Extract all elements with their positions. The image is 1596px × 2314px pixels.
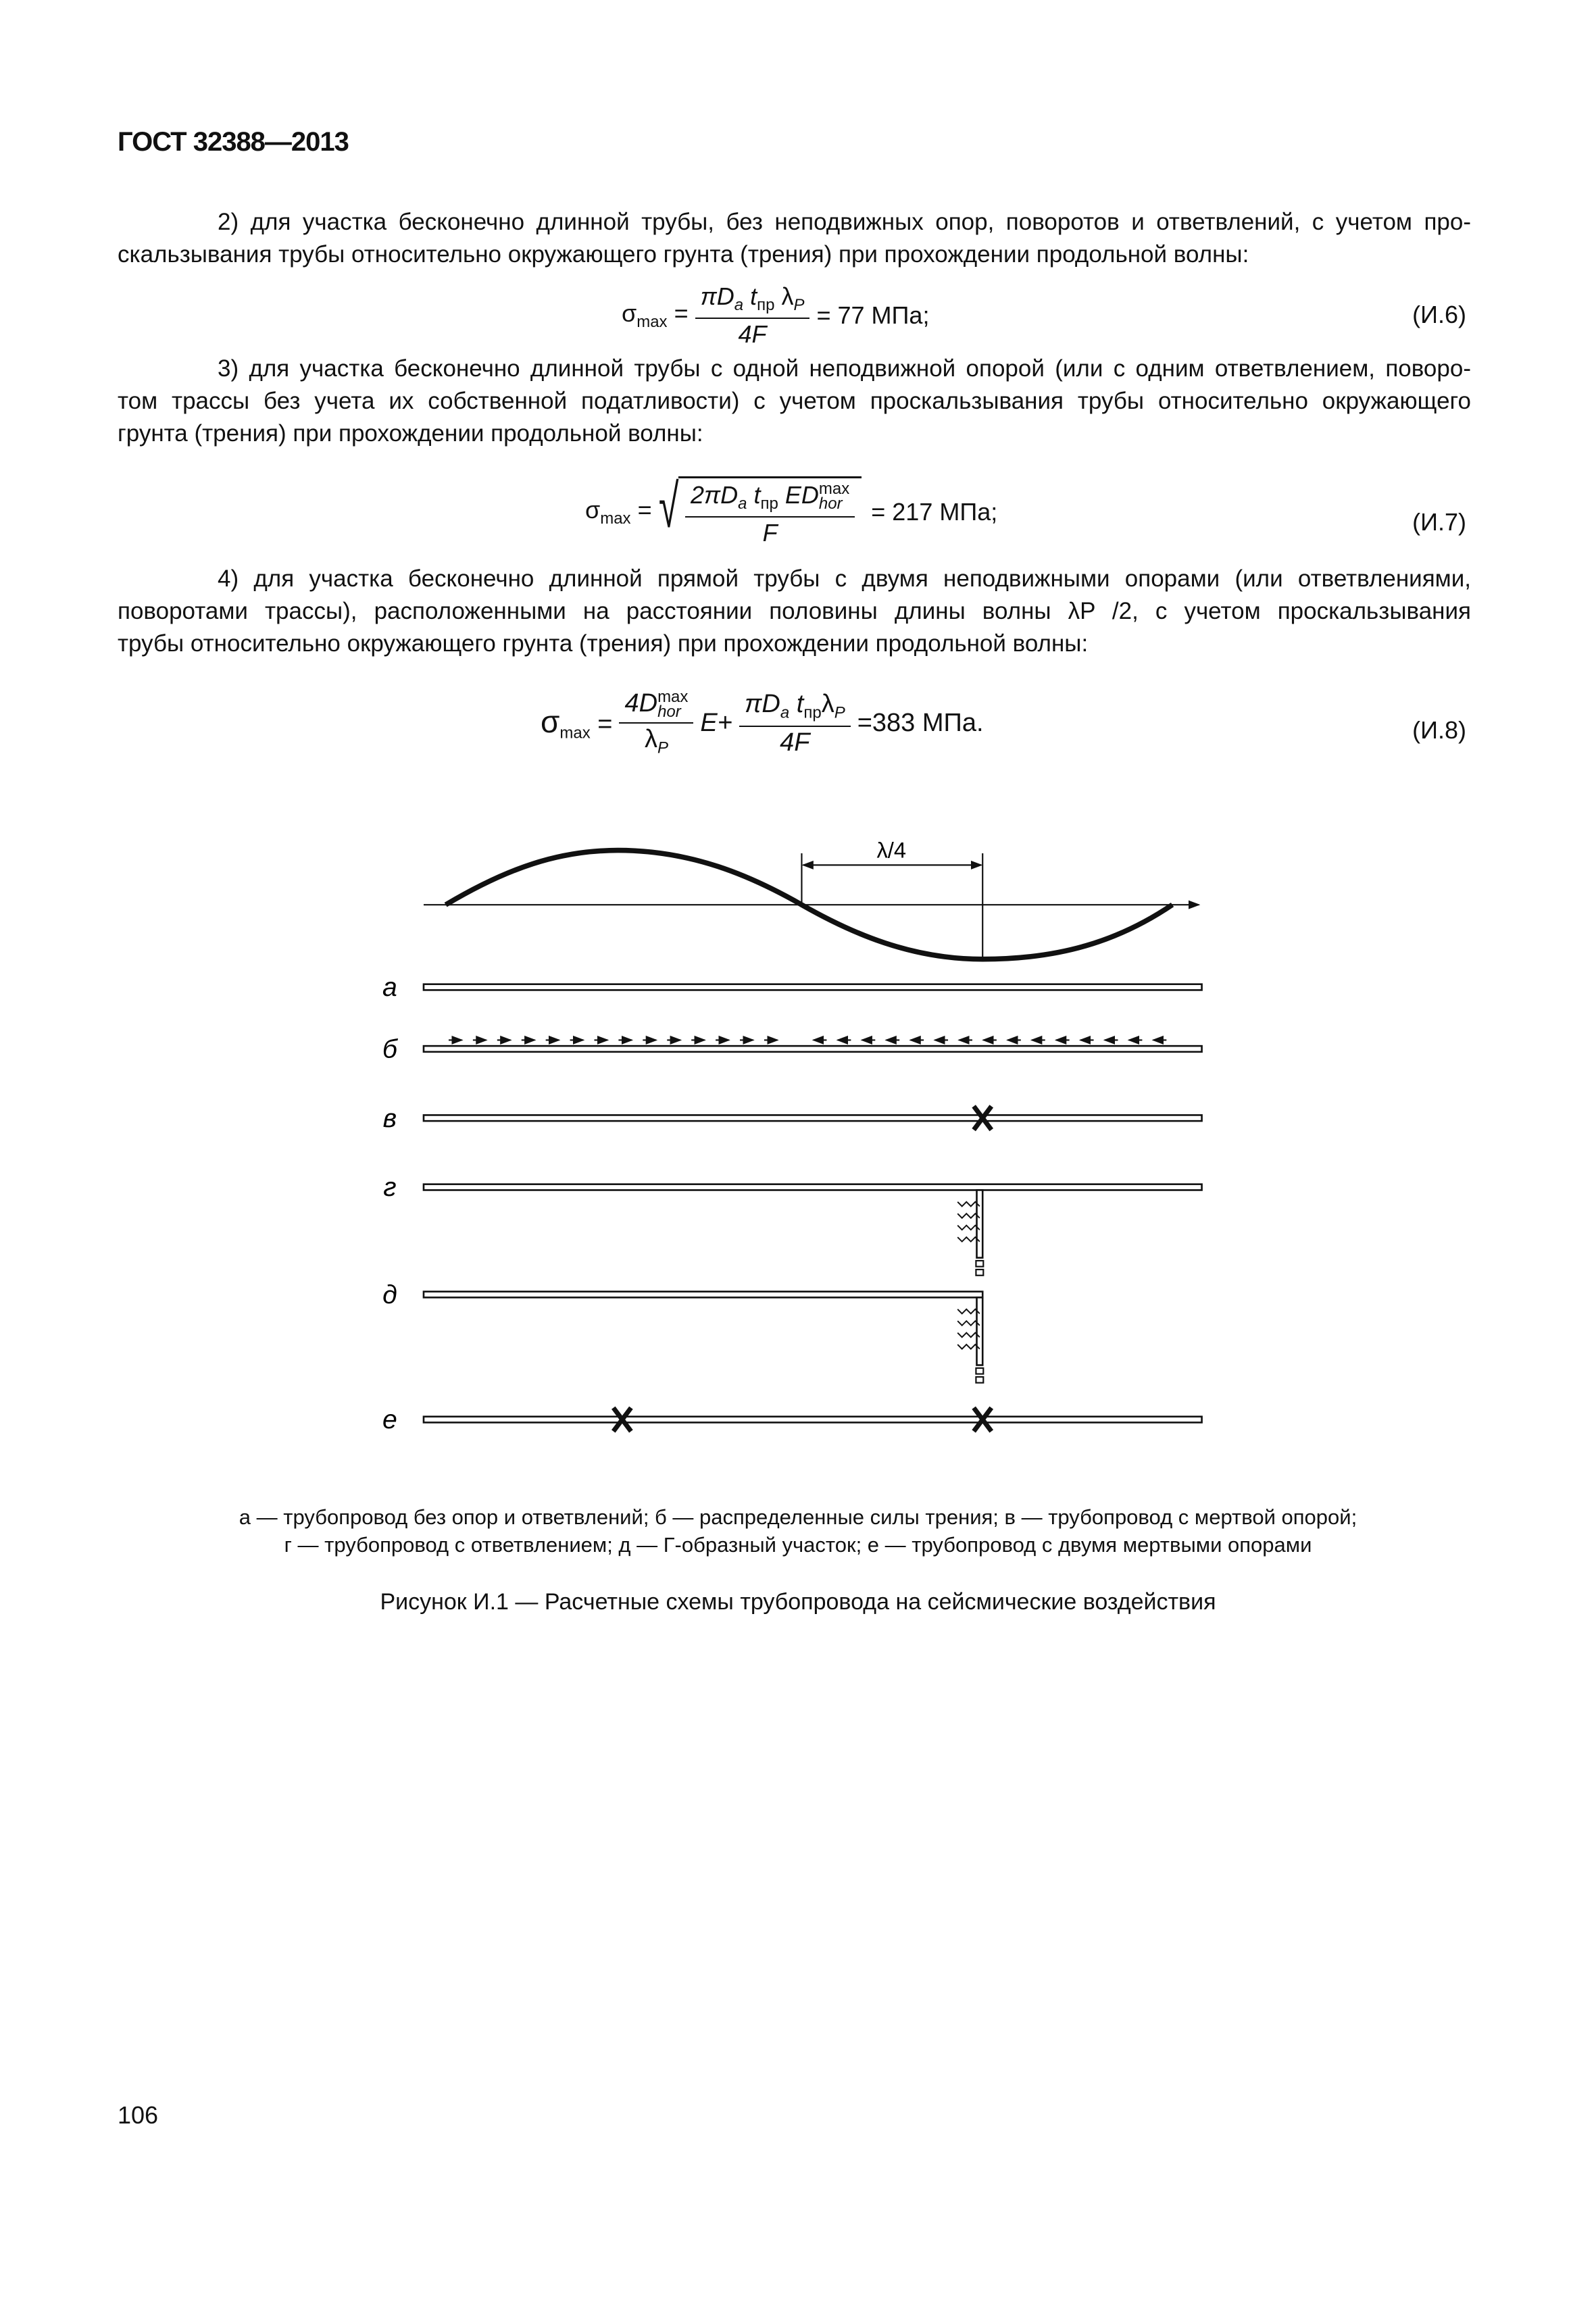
row-label: а xyxy=(382,973,397,1003)
formula-lhs-sub: max xyxy=(637,313,668,332)
text-line: 4) для участка бесконечно длинной прямой трубы с двумя неподвижными опорами (или ответвлениями, xyxy=(218,565,1471,592)
text-line: поворотами трассы), расположенными на расстоянии половины длины волны λP /2, с учетом проскальзывания xyxy=(118,598,1471,624)
formula-i7: $\sigma_{max}$ = √ $2\pi D_a$ $t_{пр}$ ED max hor F = 217 МПа; xyxy=(585,473,998,547)
radical-sign-icon: √ xyxy=(658,473,679,540)
end-anchor-icon xyxy=(976,1377,983,1383)
equation-number: (И.8) xyxy=(1412,716,1466,744)
term: P xyxy=(793,296,805,315)
formula-lhs: σ xyxy=(622,299,637,327)
text-line: грунта (трения) при прохождении продольной волны: xyxy=(118,420,703,447)
formula-i8: $\sigma_{max}$ = 4D max hor $\lambda_P$ E+ $\frac{\pi D_a t_{пр}\lambda_P}{4F}$ =383 МПа. xyxy=(541,687,984,757)
row-label: б xyxy=(382,1034,397,1064)
formula-lhs: σ xyxy=(541,704,560,740)
equation-number: (И.7) xyxy=(1412,508,1466,536)
term: hor xyxy=(657,702,681,721)
row-label: д xyxy=(382,1280,397,1310)
term: 2πD xyxy=(691,481,739,509)
term: a xyxy=(738,495,747,513)
figure-legend-line-2: г — трубопровод с ответвлением; д — Г-образный участок; е — трубопровод с двумя мертвыми опорами xyxy=(284,1533,1312,1557)
formula-result: = 217 МПа; xyxy=(871,497,998,526)
term: πD xyxy=(700,282,734,310)
term: пр xyxy=(803,703,822,722)
formula-i6: $\sigma_{max}$ = $\frac{\pi D_a t_{пр} \lambda_P}{4F}$ = 77 МПа; xyxy=(622,282,930,349)
row-label: г xyxy=(383,1173,397,1203)
pipe xyxy=(424,1115,1202,1121)
text-line: скальзывания трубы относительно окружающего грунта (трения) при прохождении продольной волны: xyxy=(118,241,1249,268)
term: E+ xyxy=(700,709,732,738)
page-number: 106 xyxy=(118,2101,159,2129)
term: P xyxy=(834,703,845,722)
pipe xyxy=(424,1417,1202,1423)
term: λ xyxy=(821,689,834,718)
denominator: 4F xyxy=(738,320,767,349)
row-label: в xyxy=(382,1103,397,1133)
term: max xyxy=(818,480,850,499)
pipe xyxy=(424,1046,1202,1052)
term: 4D xyxy=(624,689,658,718)
formula-result: =383 МПа. xyxy=(857,709,984,738)
denominator: 4F xyxy=(780,728,810,757)
end-anchor-icon xyxy=(976,1269,983,1276)
document-header: ГОСТ 32388—2013 xyxy=(118,127,349,157)
term: t xyxy=(753,481,761,509)
pipe xyxy=(424,1292,982,1298)
term: a xyxy=(734,296,744,315)
term: пр xyxy=(760,495,778,513)
dimension-label: λ/4 xyxy=(876,837,907,863)
denominator: F xyxy=(762,519,778,547)
branch-pipe xyxy=(977,1190,983,1257)
end-anchor-icon xyxy=(976,1261,983,1267)
formula-lhs-sub: max xyxy=(600,509,631,528)
term: пр xyxy=(757,296,775,315)
term: λ xyxy=(781,282,794,310)
text-line: трубы относительно окружающего грунта (трения) при прохождении продольной волны: xyxy=(118,630,1089,657)
figure-legend-line-1: а — трубопровод без опор и ответвлений; б — распределенные силы трения; в — трубопровод с мертвой опорой; xyxy=(239,1505,1357,1529)
term: hor xyxy=(818,495,843,513)
pipe xyxy=(424,984,1202,990)
row-label: е xyxy=(382,1405,397,1435)
end-anchor-icon xyxy=(976,1368,983,1374)
term: πD xyxy=(744,689,780,718)
term: a xyxy=(780,703,790,722)
formula-lhs-sub: max xyxy=(559,724,591,743)
text-line: том трассы без учета их собственной податливости) с учетом проскальзывания трубы относительно окружающего xyxy=(118,388,1471,414)
term: P xyxy=(657,738,668,757)
text-line: 3) для участка бесконечно длинной трубы с одной неподвижной опорой (или с одним ответвлением, поворо- xyxy=(218,355,1471,382)
text-line: 2) для участка бесконечно длинной трубы, без неподвижных опор, поворотов и ответвлений, с учетом про- xyxy=(218,209,1471,235)
branch-pipe xyxy=(977,1297,983,1365)
formula-lhs: σ xyxy=(585,495,601,524)
term: t xyxy=(796,689,804,718)
term: t xyxy=(750,282,757,310)
pipe xyxy=(424,1184,1202,1190)
term: λ xyxy=(644,724,657,753)
term: ED xyxy=(784,481,819,509)
formula-result: = 77 МПа; xyxy=(816,301,930,330)
figure-caption: Рисунок И.1 — Расчетные схемы трубопровода на сейсмические воздействия xyxy=(380,1589,1216,1615)
equation-number: (И.6) xyxy=(1412,301,1466,328)
term: max xyxy=(657,687,689,706)
